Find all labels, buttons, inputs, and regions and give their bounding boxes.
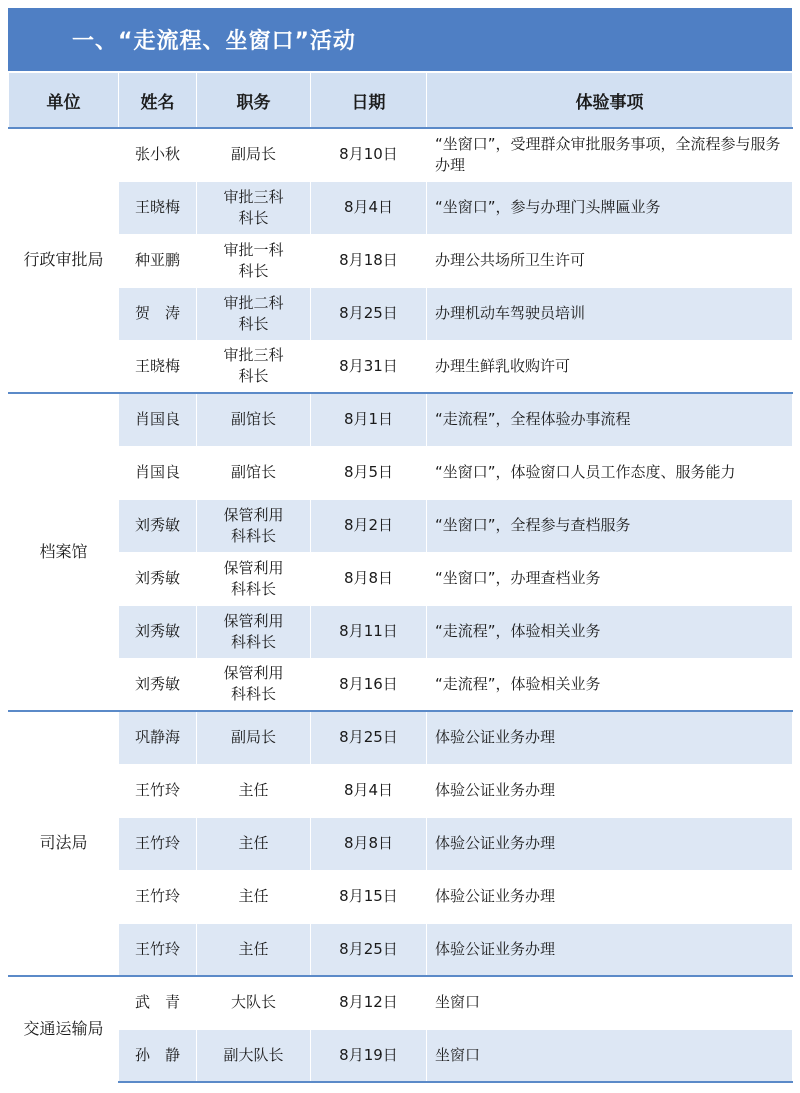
table-row: [9, 605, 793, 658]
activity-cell: 体验公证业务办理: [427, 764, 793, 817]
activity-cell: “走流程”，体验相关业务: [427, 605, 793, 658]
position-cell: [197, 817, 311, 870]
table-row: [9, 764, 793, 817]
date-cell: 8月25日: [311, 923, 427, 976]
name-cell: 刘秀敏: [119, 499, 197, 552]
name-cell: 肖国良: [119, 393, 197, 446]
date-cell: 8月11日: [311, 605, 427, 658]
table-row: [9, 552, 793, 605]
name-cell: 刘秀敏: [119, 605, 197, 658]
position-cell: [197, 923, 311, 976]
position-text: 审批三科 科长: [223, 346, 284, 386]
date-cell: 8月15日: [311, 870, 427, 923]
position-cell: [197, 658, 311, 711]
date-cell: 8月10日: [311, 128, 427, 181]
activity-cell: 体验公证业务办理: [427, 923, 793, 976]
position-cell: [197, 287, 311, 340]
table-row: [9, 658, 793, 711]
activity-cell: 坐窗口: [427, 1029, 793, 1082]
table-row: [9, 393, 793, 446]
position-text: 保管利用 科科长: [223, 611, 284, 651]
activity-cell: “走流程”，全程体验办事流程: [427, 393, 793, 446]
section-title: 一、“走流程、坐窗口”活动: [72, 29, 356, 54]
unit-cell: 交通运输局: [9, 976, 119, 1082]
table-row: [9, 128, 793, 181]
section-title-bar: [8, 8, 792, 71]
position-text: 保管利用 科科长: [223, 558, 284, 598]
date-cell: 8月19日: [311, 1029, 427, 1082]
activity-cell: “坐窗口”，参与办理门头牌匾业务: [427, 181, 793, 234]
table-row: [9, 870, 793, 923]
date-cell: 8月18日: [311, 234, 427, 287]
position-text: 审批一科 科长: [223, 240, 284, 280]
table-row: [9, 446, 793, 499]
position-cell: [197, 870, 311, 923]
name-cell: 肖国良: [119, 446, 197, 499]
table-row: [9, 181, 793, 234]
name-cell: 王晓梅: [119, 181, 197, 234]
activity-cell: 办理机动车驾驶员培训: [427, 287, 793, 340]
position-cell: [197, 764, 311, 817]
name-cell: 武 青: [119, 976, 197, 1029]
table-row: [9, 711, 793, 764]
position-text: 副馆长: [230, 463, 276, 481]
position-text: 审批二科 科长: [223, 293, 284, 333]
header-activity: 体验事项: [427, 73, 793, 129]
date-cell: 8月12日: [311, 976, 427, 1029]
table-row: [9, 499, 793, 552]
name-cell: 王竹玲: [119, 923, 197, 976]
name-cell: 王竹玲: [119, 870, 197, 923]
position-text: 副馆长: [230, 410, 276, 429]
date-cell: 8月5日: [311, 446, 427, 499]
table-row: [9, 234, 793, 287]
position-text: 副局长: [230, 728, 276, 747]
position-cell: [197, 393, 311, 446]
name-cell: 王竹玲: [119, 764, 197, 817]
activity-cell: 体验公证业务办理: [427, 711, 793, 764]
unit-cell: 档案馆: [9, 393, 119, 711]
position-text: 保管利用 科科长: [223, 505, 284, 545]
activity-cell: 体验公证业务办理: [427, 870, 793, 923]
position-cell: [197, 605, 311, 658]
position-text: 大队长: [230, 993, 276, 1012]
activity-cell: “坐窗口”，体验窗口人员工作态度、服务能力: [427, 446, 793, 499]
table-row: [9, 817, 793, 870]
unit-cell: 行政审批局: [9, 128, 119, 393]
date-cell: 8月4日: [311, 181, 427, 234]
activity-cell: “坐窗口”，受理群众审批服务事项，全流程参与服务办理: [427, 128, 793, 181]
activity-cell: “走流程”，体验相关业务: [427, 658, 793, 711]
date-cell: 8月31日: [311, 340, 427, 393]
activity-cell: “坐窗口”，全程参与查档服务: [427, 499, 793, 552]
name-cell: 王晓梅: [119, 340, 197, 393]
position-text: 副大队长: [223, 1045, 284, 1064]
position-cell: [197, 340, 311, 393]
header-position: 职务: [197, 73, 311, 129]
position-cell: [197, 552, 311, 605]
table-row: [9, 923, 793, 976]
name-cell: 张小秋: [119, 128, 197, 181]
position-text: 主任: [238, 939, 269, 958]
table-row: [9, 976, 793, 1029]
position-cell: [197, 1029, 311, 1082]
date-cell: 8月25日: [311, 287, 427, 340]
header-date: 日期: [311, 73, 427, 129]
date-cell: 8月1日: [311, 393, 427, 446]
position-cell: [197, 234, 311, 287]
table-row: [9, 340, 793, 393]
position-cell: [197, 499, 311, 552]
name-cell: 孙 静: [119, 1029, 197, 1082]
date-cell: 8月4日: [311, 764, 427, 817]
header-name: 姓名: [119, 73, 197, 129]
activity-cell: “坐窗口”，办理查档业务: [427, 552, 793, 605]
position-cell: [197, 128, 311, 181]
activity-cell: 办理生鲜乳收购许可: [427, 340, 793, 393]
name-cell: 刘秀敏: [119, 658, 197, 711]
table-body: [9, 128, 793, 1082]
position-text: 主任: [238, 781, 269, 799]
position-text: 主任: [238, 834, 269, 852]
name-cell: 巩静海: [119, 711, 197, 764]
name-cell: 刘秀敏: [119, 552, 197, 605]
name-cell: 王竹玲: [119, 817, 197, 870]
table-header-row: [9, 73, 793, 129]
name-cell: 贺 涛: [119, 287, 197, 340]
table-row: [9, 1029, 793, 1082]
activity-cell: 办理公共场所卫生许可: [427, 234, 793, 287]
position-text: 副局长: [230, 145, 276, 164]
header-unit: 单位: [9, 73, 119, 129]
position-text: 主任: [238, 887, 269, 905]
position-cell: [197, 181, 311, 234]
table-row: [9, 287, 793, 340]
position-text: 审批三科 科长: [223, 187, 284, 227]
date-cell: 8月8日: [311, 552, 427, 605]
position-cell: [197, 446, 311, 499]
position-text: 保管利用 科科长: [223, 664, 284, 704]
date-cell: 8月8日: [311, 817, 427, 870]
date-cell: 8月16日: [311, 658, 427, 711]
unit-cell: 司法局: [9, 711, 119, 976]
date-cell: 8月25日: [311, 711, 427, 764]
activity-table: [8, 72, 793, 1083]
name-cell: 种亚鹏: [119, 234, 197, 287]
date-cell: 8月2日: [311, 499, 427, 552]
activity-cell: 坐窗口: [427, 976, 793, 1029]
position-cell: [197, 976, 311, 1029]
position-cell: [197, 711, 311, 764]
activity-cell: 体验公证业务办理: [427, 817, 793, 870]
